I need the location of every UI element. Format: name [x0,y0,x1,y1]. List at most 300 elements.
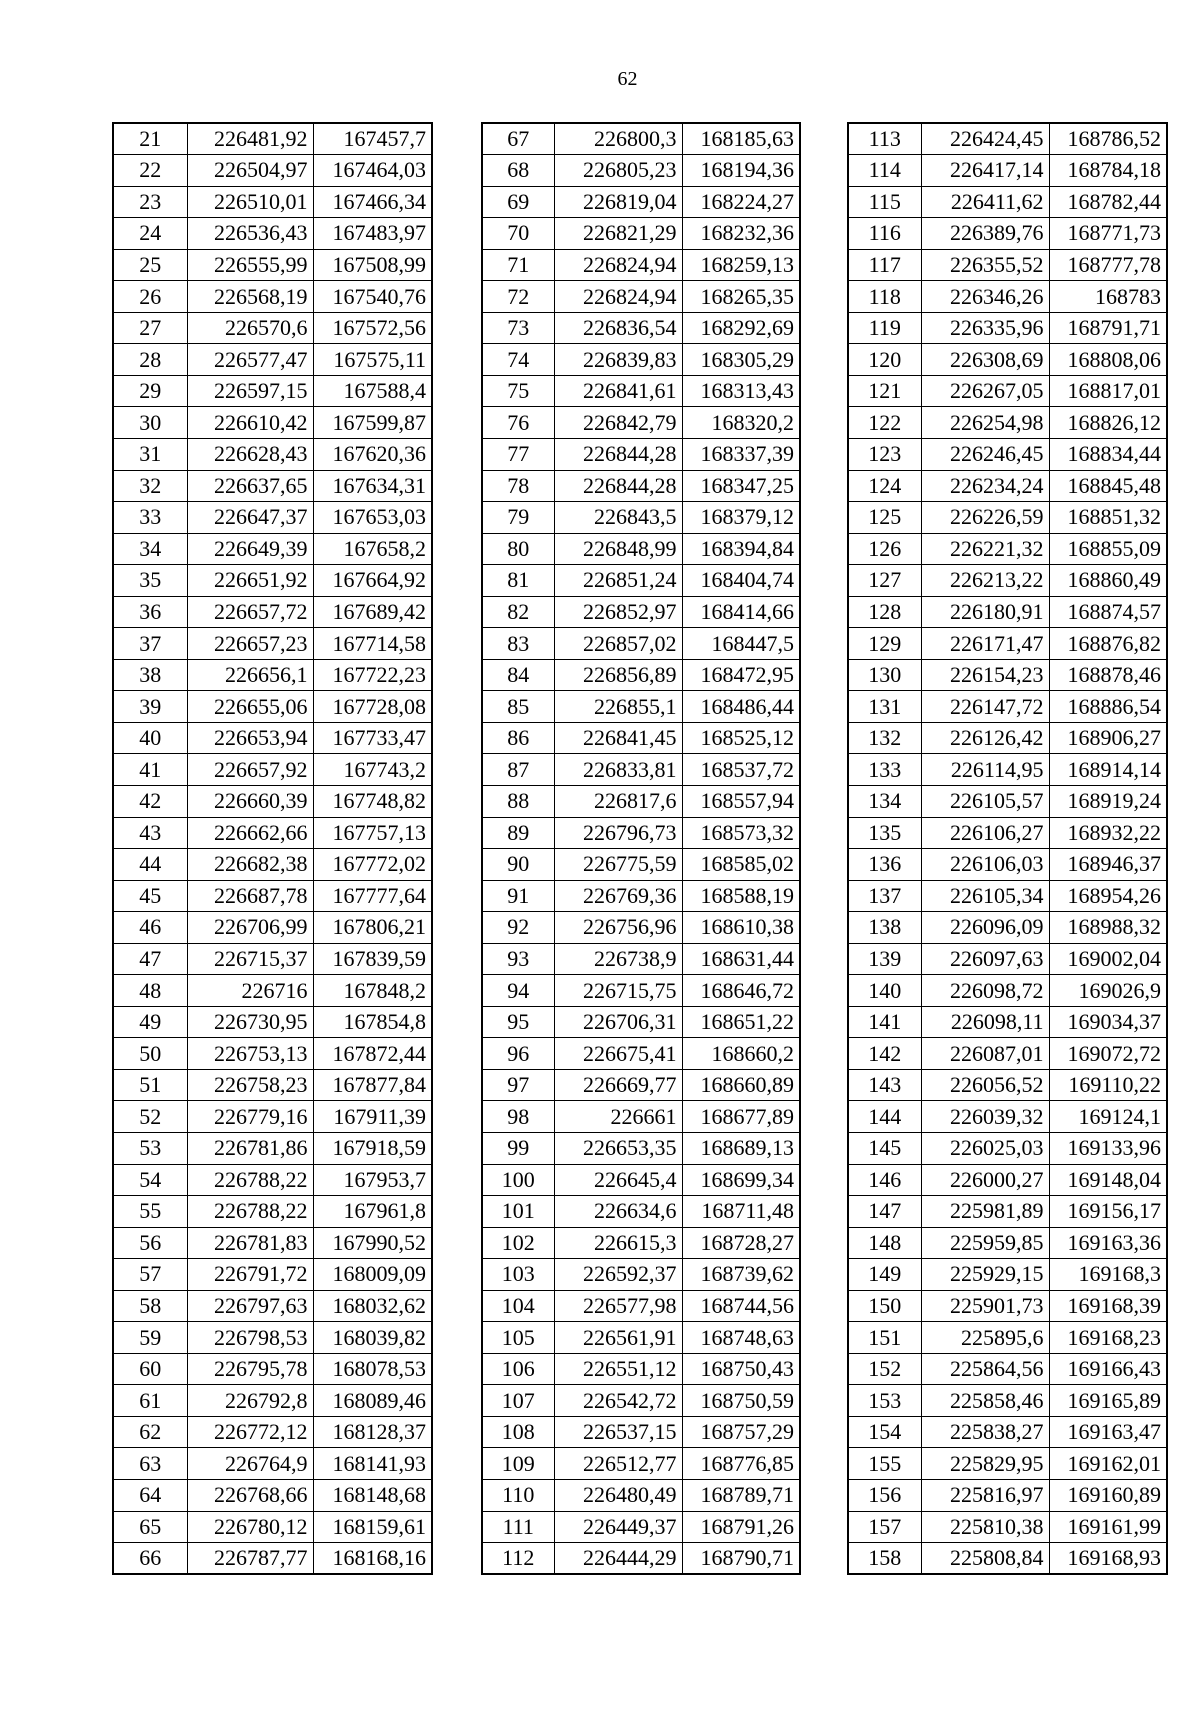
point-number-cell: 119 [848,312,921,344]
table-row [113,1259,432,1291]
table-row [848,1227,1167,1259]
y-coordinate-cell: 168808,06 [1049,344,1167,376]
y-coordinate-cell: 167839,59 [313,943,432,975]
table-row [848,470,1167,502]
table-row [848,344,1167,376]
table-row [482,1069,800,1101]
y-coordinate-cell: 167483,97 [313,218,432,250]
x-coordinate-cell: 226682,38 [187,849,313,881]
x-coordinate-cell: 226267,05 [921,375,1049,407]
table-row [113,502,432,534]
point-number-cell: 76 [482,407,554,439]
table-row [848,659,1167,691]
y-coordinate-cell: 168265,35 [682,281,800,313]
point-number-cell: 125 [848,502,921,534]
table-row [848,155,1167,187]
x-coordinate-cell: 226389,76 [921,218,1049,250]
x-coordinate-cell: 226628,43 [187,438,313,470]
x-coordinate-cell: 226788,22 [187,1164,313,1196]
table-row [113,659,432,691]
table-row [848,849,1167,881]
y-coordinate-cell: 168032,62 [313,1290,432,1322]
x-coordinate-cell: 226848,99 [554,533,682,565]
table-row [482,186,800,218]
y-coordinate-cell: 168988,32 [1049,912,1167,944]
table-row [848,438,1167,470]
x-coordinate-cell: 226512,77 [554,1448,682,1480]
table-row [113,1511,432,1543]
table-row [848,502,1167,534]
x-coordinate-cell: 226105,34 [921,880,1049,912]
point-number-cell: 113 [848,123,921,155]
y-coordinate-cell: 168557,94 [682,785,800,817]
y-coordinate-cell: 169165,89 [1049,1385,1167,1417]
x-coordinate-cell: 226821,29 [554,218,682,250]
y-coordinate-cell: 168757,29 [682,1416,800,1448]
point-number-cell: 80 [482,533,554,565]
table-row [113,785,432,817]
point-number-cell: 139 [848,943,921,975]
x-coordinate-cell: 226246,45 [921,438,1049,470]
y-coordinate-cell: 168292,69 [682,312,800,344]
x-coordinate-cell: 225810,38 [921,1511,1049,1543]
x-coordinate-cell: 226417,14 [921,155,1049,187]
table-row [482,312,800,344]
x-coordinate-cell: 226836,54 [554,312,682,344]
point-number-cell: 27 [113,312,187,344]
x-coordinate-cell: 226645,4 [554,1164,682,1196]
x-coordinate-cell: 226687,78 [187,880,313,912]
table-row [482,754,800,786]
point-number-cell: 62 [113,1416,187,1448]
point-number-cell: 60 [113,1353,187,1385]
y-coordinate-cell: 168784,18 [1049,155,1167,187]
point-number-cell: 123 [848,438,921,470]
table-row [113,1101,432,1133]
point-number-cell: 43 [113,817,187,849]
table-row [848,1322,1167,1354]
table-row [482,375,800,407]
table-row [848,1448,1167,1480]
x-coordinate-cell: 226657,72 [187,596,313,628]
y-coordinate-cell: 169034,37 [1049,1006,1167,1038]
x-coordinate-cell: 226855,1 [554,691,682,723]
table-row [848,1196,1167,1228]
y-coordinate-cell: 167722,23 [313,659,432,691]
point-number-cell: 40 [113,722,187,754]
table-row [113,691,432,723]
x-coordinate-cell: 226772,12 [187,1416,313,1448]
point-number-cell: 152 [848,1353,921,1385]
y-coordinate-cell: 168185,63 [682,123,800,155]
table-row [848,1385,1167,1417]
point-number-cell: 151 [848,1322,921,1354]
table-row [482,123,800,155]
x-coordinate-cell: 226842,79 [554,407,682,439]
point-number-cell: 66 [113,1543,187,1575]
y-coordinate-cell: 168750,59 [682,1385,800,1417]
y-coordinate-cell: 168914,14 [1049,754,1167,786]
x-coordinate-cell: 226536,43 [187,218,313,250]
y-coordinate-cell: 167588,4 [313,375,432,407]
point-number-cell: 54 [113,1164,187,1196]
y-coordinate-cell: 167961,8 [313,1196,432,1228]
point-number-cell: 84 [482,659,554,691]
y-coordinate-cell: 169168,3 [1049,1259,1167,1291]
table-row [848,1006,1167,1038]
point-number-cell: 147 [848,1196,921,1228]
table-row [113,943,432,975]
x-coordinate-cell: 226637,65 [187,470,313,502]
point-number-cell: 127 [848,565,921,597]
x-coordinate-cell: 226756,96 [554,912,682,944]
x-coordinate-cell: 226096,09 [921,912,1049,944]
y-coordinate-cell: 168447,5 [682,628,800,660]
x-coordinate-cell: 226706,31 [554,1006,682,1038]
y-coordinate-cell: 167872,44 [313,1038,432,1070]
y-coordinate-cell: 169124,1 [1049,1101,1167,1133]
x-coordinate-cell: 226147,72 [921,691,1049,723]
x-coordinate-cell: 226234,24 [921,470,1049,502]
point-number-cell: 31 [113,438,187,470]
y-coordinate-cell: 167572,56 [313,312,432,344]
point-number-cell: 32 [113,470,187,502]
y-coordinate-cell: 168148,68 [313,1480,432,1512]
y-coordinate-cell: 167457,7 [313,123,432,155]
x-coordinate-cell: 225858,46 [921,1385,1049,1417]
point-number-cell: 110 [482,1480,554,1512]
table-row [113,1543,432,1575]
x-coordinate-cell: 226779,16 [187,1101,313,1133]
point-number-cell: 118 [848,281,921,313]
y-coordinate-cell: 169168,93 [1049,1543,1167,1575]
point-number-cell: 145 [848,1133,921,1165]
point-number-cell: 144 [848,1101,921,1133]
x-coordinate-cell: 226000,27 [921,1164,1049,1196]
y-coordinate-cell: 169072,72 [1049,1038,1167,1070]
y-coordinate-cell: 168677,89 [682,1101,800,1133]
y-coordinate-cell: 169156,17 [1049,1196,1167,1228]
table-row [113,1006,432,1038]
table-row [482,438,800,470]
x-coordinate-cell: 225959,85 [921,1227,1049,1259]
x-coordinate-cell: 226797,63 [187,1290,313,1322]
x-coordinate-cell: 226542,72 [554,1385,682,1417]
table-row [113,1290,432,1322]
point-number-cell: 81 [482,565,554,597]
y-coordinate-cell: 168817,01 [1049,375,1167,407]
point-number-cell: 134 [848,785,921,817]
point-number-cell: 158 [848,1543,921,1575]
point-number-cell: 130 [848,659,921,691]
y-coordinate-cell: 169026,9 [1049,975,1167,1007]
point-number-cell: 83 [482,628,554,660]
x-coordinate-cell: 226106,03 [921,849,1049,881]
y-coordinate-cell: 167728,08 [313,691,432,723]
point-number-cell: 56 [113,1227,187,1259]
point-number-cell: 90 [482,849,554,881]
point-number-cell: 85 [482,691,554,723]
y-coordinate-cell: 168259,13 [682,249,800,281]
table-row [113,975,432,1007]
point-number-cell: 126 [848,533,921,565]
table-row [113,344,432,376]
y-coordinate-cell: 168660,89 [682,1069,800,1101]
y-coordinate-cell: 168860,49 [1049,565,1167,597]
table-row [113,817,432,849]
table-row [482,849,800,881]
y-coordinate-cell: 167714,58 [313,628,432,660]
y-coordinate-cell: 168039,82 [313,1322,432,1354]
point-number-cell: 133 [848,754,921,786]
x-coordinate-cell: 225864,56 [921,1353,1049,1385]
x-coordinate-cell: 226555,99 [187,249,313,281]
y-coordinate-cell: 167854,8 [313,1006,432,1038]
y-coordinate-cell: 168744,56 [682,1290,800,1322]
point-number-cell: 108 [482,1416,554,1448]
point-number-cell: 69 [482,186,554,218]
y-coordinate-cell: 168537,72 [682,754,800,786]
point-number-cell: 68 [482,155,554,187]
y-coordinate-cell: 168791,71 [1049,312,1167,344]
table-row [482,722,800,754]
x-coordinate-cell: 226411,62 [921,186,1049,218]
y-coordinate-cell: 167877,84 [313,1069,432,1101]
table-row [848,1259,1167,1291]
table-row [482,155,800,187]
table-row [848,628,1167,660]
x-coordinate-cell: 226796,73 [554,817,682,849]
point-number-cell: 55 [113,1196,187,1228]
y-coordinate-cell: 168878,46 [1049,659,1167,691]
point-number-cell: 46 [113,912,187,944]
table-row [113,1196,432,1228]
x-coordinate-cell: 226841,61 [554,375,682,407]
y-coordinate-cell: 169168,23 [1049,1322,1167,1354]
y-coordinate-cell: 168771,73 [1049,218,1167,250]
y-coordinate-cell: 168588,19 [682,880,800,912]
x-coordinate-cell: 226780,12 [187,1511,313,1543]
y-coordinate-cell: 168790,71 [682,1543,800,1575]
table-row [848,249,1167,281]
x-coordinate-cell: 226819,04 [554,186,682,218]
x-coordinate-cell: 226504,97 [187,155,313,187]
x-coordinate-cell: 226655,06 [187,691,313,723]
x-coordinate-cell: 226098,11 [921,1006,1049,1038]
y-coordinate-cell: 168791,26 [682,1511,800,1543]
table-row [482,1101,800,1133]
y-coordinate-cell: 168631,44 [682,943,800,975]
table-row [482,1448,800,1480]
x-coordinate-cell: 226781,83 [187,1227,313,1259]
x-coordinate-cell: 226597,15 [187,375,313,407]
table-row [482,975,800,1007]
point-number-cell: 51 [113,1069,187,1101]
point-number-cell: 77 [482,438,554,470]
y-coordinate-cell: 169133,96 [1049,1133,1167,1165]
coordinate-table-3 [847,122,1168,1575]
x-coordinate-cell: 226795,78 [187,1353,313,1385]
point-number-cell: 25 [113,249,187,281]
x-coordinate-cell: 225901,73 [921,1290,1049,1322]
table-row [113,565,432,597]
x-coordinate-cell: 226824,94 [554,249,682,281]
point-number-cell: 78 [482,470,554,502]
point-number-cell: 71 [482,249,554,281]
x-coordinate-cell: 225829,95 [921,1448,1049,1480]
point-number-cell: 137 [848,880,921,912]
table-row [482,1133,800,1165]
x-coordinate-cell: 226833,81 [554,754,682,786]
y-coordinate-cell: 168777,78 [1049,249,1167,281]
point-number-cell: 36 [113,596,187,628]
y-coordinate-cell: 168573,32 [682,817,800,849]
x-coordinate-cell: 226039,32 [921,1101,1049,1133]
table-row [482,691,800,723]
y-coordinate-cell: 168919,24 [1049,785,1167,817]
y-coordinate-cell: 167658,2 [313,533,432,565]
table-row [482,1196,800,1228]
table-row [113,1480,432,1512]
table-row [848,880,1167,912]
coordinate-table-1 [112,122,433,1575]
y-coordinate-cell: 168472,95 [682,659,800,691]
table-row [113,155,432,187]
y-coordinate-cell: 168168,16 [313,1543,432,1575]
point-number-cell: 34 [113,533,187,565]
table-row [482,1543,800,1575]
y-coordinate-cell: 168525,12 [682,722,800,754]
point-number-cell: 153 [848,1385,921,1417]
point-number-cell: 86 [482,722,554,754]
x-coordinate-cell: 226844,28 [554,470,682,502]
table-row [482,1480,800,1512]
x-coordinate-cell: 226551,12 [554,1353,682,1385]
y-coordinate-cell: 168783 [1049,281,1167,313]
table-row [113,596,432,628]
y-coordinate-cell: 168224,27 [682,186,800,218]
point-number-cell: 138 [848,912,921,944]
y-coordinate-cell: 167806,21 [313,912,432,944]
table-row [848,817,1167,849]
y-coordinate-cell: 168585,02 [682,849,800,881]
point-number-cell: 146 [848,1164,921,1196]
point-number-cell: 103 [482,1259,554,1291]
x-coordinate-cell: 225808,84 [921,1543,1049,1575]
x-coordinate-cell: 226851,24 [554,565,682,597]
y-coordinate-cell: 168194,36 [682,155,800,187]
x-coordinate-cell: 225981,89 [921,1196,1049,1228]
table-row [482,1038,800,1070]
table-row [848,1290,1167,1322]
x-coordinate-cell: 226856,89 [554,659,682,691]
point-number-cell: 98 [482,1101,554,1133]
y-coordinate-cell: 168711,48 [682,1196,800,1228]
point-number-cell: 57 [113,1259,187,1291]
point-number-cell: 75 [482,375,554,407]
table-row [482,344,800,376]
table-row [113,281,432,313]
table-row [113,1038,432,1070]
point-number-cell: 48 [113,975,187,1007]
y-coordinate-cell: 168305,29 [682,344,800,376]
table-row [113,1353,432,1385]
x-coordinate-cell: 226653,35 [554,1133,682,1165]
point-number-cell: 156 [848,1480,921,1512]
y-coordinate-cell: 167664,92 [313,565,432,597]
x-coordinate-cell: 226615,3 [554,1227,682,1259]
y-coordinate-cell: 168845,48 [1049,470,1167,502]
x-coordinate-cell: 226510,01 [187,186,313,218]
point-number-cell: 59 [113,1322,187,1354]
point-number-cell: 116 [848,218,921,250]
point-number-cell: 58 [113,1290,187,1322]
point-number-cell: 88 [482,785,554,817]
table-row [482,880,800,912]
point-number-cell: 87 [482,754,554,786]
point-number-cell: 23 [113,186,187,218]
point-number-cell: 35 [113,565,187,597]
point-number-cell: 121 [848,375,921,407]
page-number: 62 [617,68,638,90]
point-number-cell: 30 [113,407,187,439]
table-row [482,1259,800,1291]
x-coordinate-cell: 226675,41 [554,1038,682,1070]
point-number-cell: 44 [113,849,187,881]
point-number-cell: 24 [113,218,187,250]
coordinate-table-2 [481,122,801,1575]
y-coordinate-cell: 168651,22 [682,1006,800,1038]
y-coordinate-cell: 167918,59 [313,1133,432,1165]
x-coordinate-cell: 226647,37 [187,502,313,534]
table-row [848,596,1167,628]
x-coordinate-cell: 226649,39 [187,533,313,565]
table-row [482,407,800,439]
table-row [848,312,1167,344]
x-coordinate-cell: 226661 [554,1101,682,1133]
point-number-cell: 149 [848,1259,921,1291]
table-row [482,1322,800,1354]
table-row [482,817,800,849]
y-coordinate-cell: 168699,34 [682,1164,800,1196]
point-number-cell: 155 [848,1448,921,1480]
point-number-cell: 82 [482,596,554,628]
x-coordinate-cell: 226657,23 [187,628,313,660]
point-number-cell: 112 [482,1543,554,1575]
y-coordinate-cell: 168946,37 [1049,849,1167,881]
y-coordinate-cell: 167599,87 [313,407,432,439]
x-coordinate-cell: 226221,32 [921,533,1049,565]
point-number-cell: 50 [113,1038,187,1070]
point-number-cell: 39 [113,691,187,723]
table-row [482,281,800,313]
x-coordinate-cell: 226180,91 [921,596,1049,628]
y-coordinate-cell: 168394,84 [682,533,800,565]
table-row [113,1322,432,1354]
x-coordinate-cell: 226651,92 [187,565,313,597]
point-number-cell: 114 [848,155,921,187]
point-number-cell: 157 [848,1511,921,1543]
y-coordinate-cell: 168347,25 [682,470,800,502]
y-coordinate-cell: 168748,63 [682,1322,800,1354]
table-row [848,722,1167,754]
table-row [113,312,432,344]
point-number-cell: 65 [113,1511,187,1543]
table-row [113,880,432,912]
point-number-cell: 38 [113,659,187,691]
point-number-cell: 72 [482,281,554,313]
point-number-cell: 128 [848,596,921,628]
